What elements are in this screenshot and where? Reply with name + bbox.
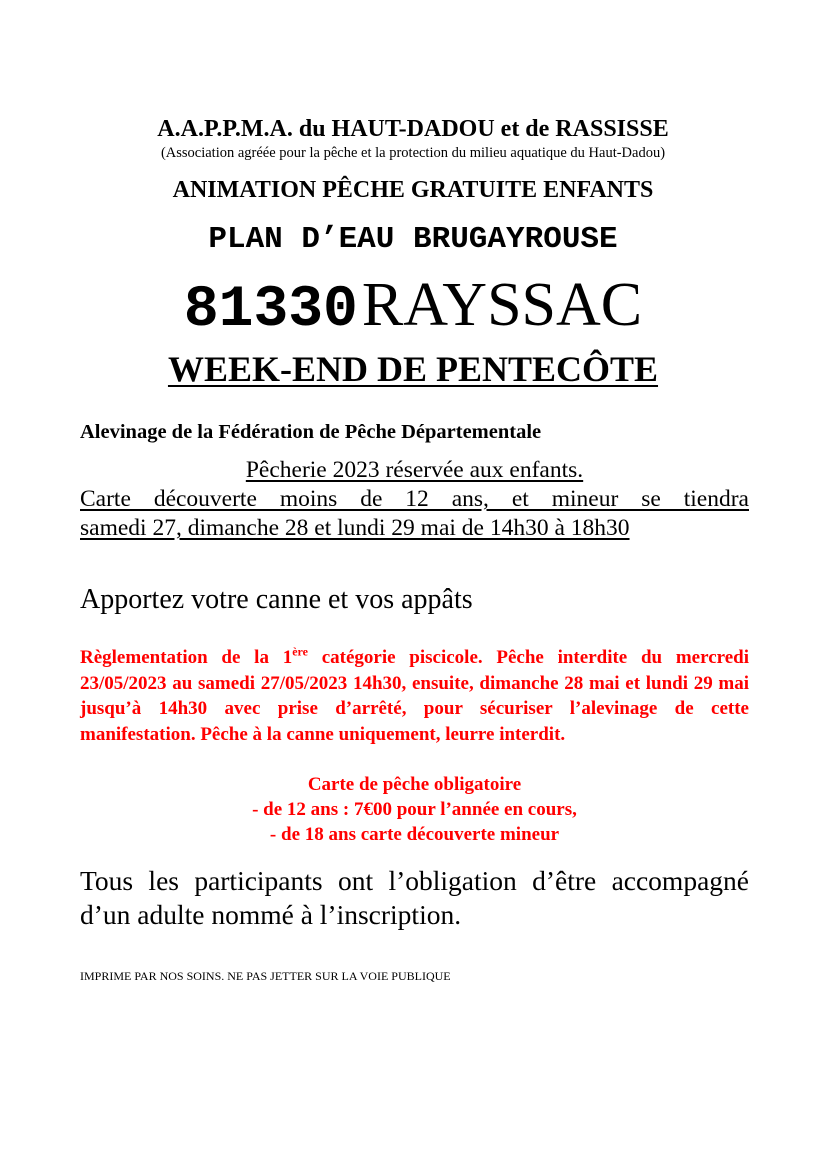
schedule-line-1: Pêcherie 2023 réservée aux enfants. bbox=[245, 457, 584, 483]
alevinage-note: Alevinage de la Fédération de Pêche Départementale bbox=[80, 421, 542, 443]
location-title: PLAN D’EAU BRUGAYROUSE bbox=[208, 222, 618, 257]
event-title: ANIMATION PÊCHE GRATUITE ENFANTS bbox=[172, 177, 654, 203]
city-name: RAYSSAC bbox=[361, 271, 643, 339]
regulation-paragraph bbox=[80, 645, 749, 747]
card-requirements bbox=[80, 772, 749, 847]
regulation-text: catégorie piscicole. Pêche interdite du mercredi 23/05/2023 au samedi 27/05/2023 14h30, ensuite, dimanche 28 mai et lundi 29 mai jusqu’à 14h30 avec prise d’arrêté, pour sécuriser l’alevinage de cette manifestation. Pêche à la canne uniquement, leurre interdit. bbox=[80, 647, 749, 745]
footer-note: IMPRIME PAR NOS SOINS. NE PAS JETTER SUR LA VOIE PUBLIQUE bbox=[80, 969, 451, 983]
participants-note: Tous les participants ont l’obligation d’être accompagné d’un adulte nommé à l’inscription. bbox=[80, 865, 749, 930]
card-required: Carte de pêche obligatoire bbox=[307, 774, 522, 795]
period-title: WEEK-END DE PENTECÔTE bbox=[167, 349, 659, 389]
bring-equipment-note: Apportez votre canne et vos appâts bbox=[80, 584, 473, 615]
postcode: 81330 bbox=[183, 278, 358, 343]
regulation-prefix: Règlementation de la 1 bbox=[80, 647, 293, 668]
schedule-block bbox=[80, 456, 749, 543]
organization-title: A.A.P.P.M.A. du HAUT-DADOU et de RASSISSE bbox=[157, 116, 669, 142]
card-under-18: - de 18 ans carte découverte mineur bbox=[269, 824, 560, 845]
schedule-line-2: Carte découverte moins de 12 ans, et mineur se tiendra bbox=[80, 486, 749, 512]
organization-subtitle: (Association agréée pour la pêche et la protection du milieu aquatique du Haut-Dadou) bbox=[160, 145, 666, 161]
price-under-12: - de 12 ans : 7€00 pour l’année en cours, bbox=[252, 799, 577, 820]
schedule-line-3: samedi 27, dimanche 28 et lundi 29 mai de 14h30 à 18h30 bbox=[80, 515, 630, 541]
city-line bbox=[0, 270, 826, 356]
regulation-superscript: ère bbox=[292, 644, 308, 659]
